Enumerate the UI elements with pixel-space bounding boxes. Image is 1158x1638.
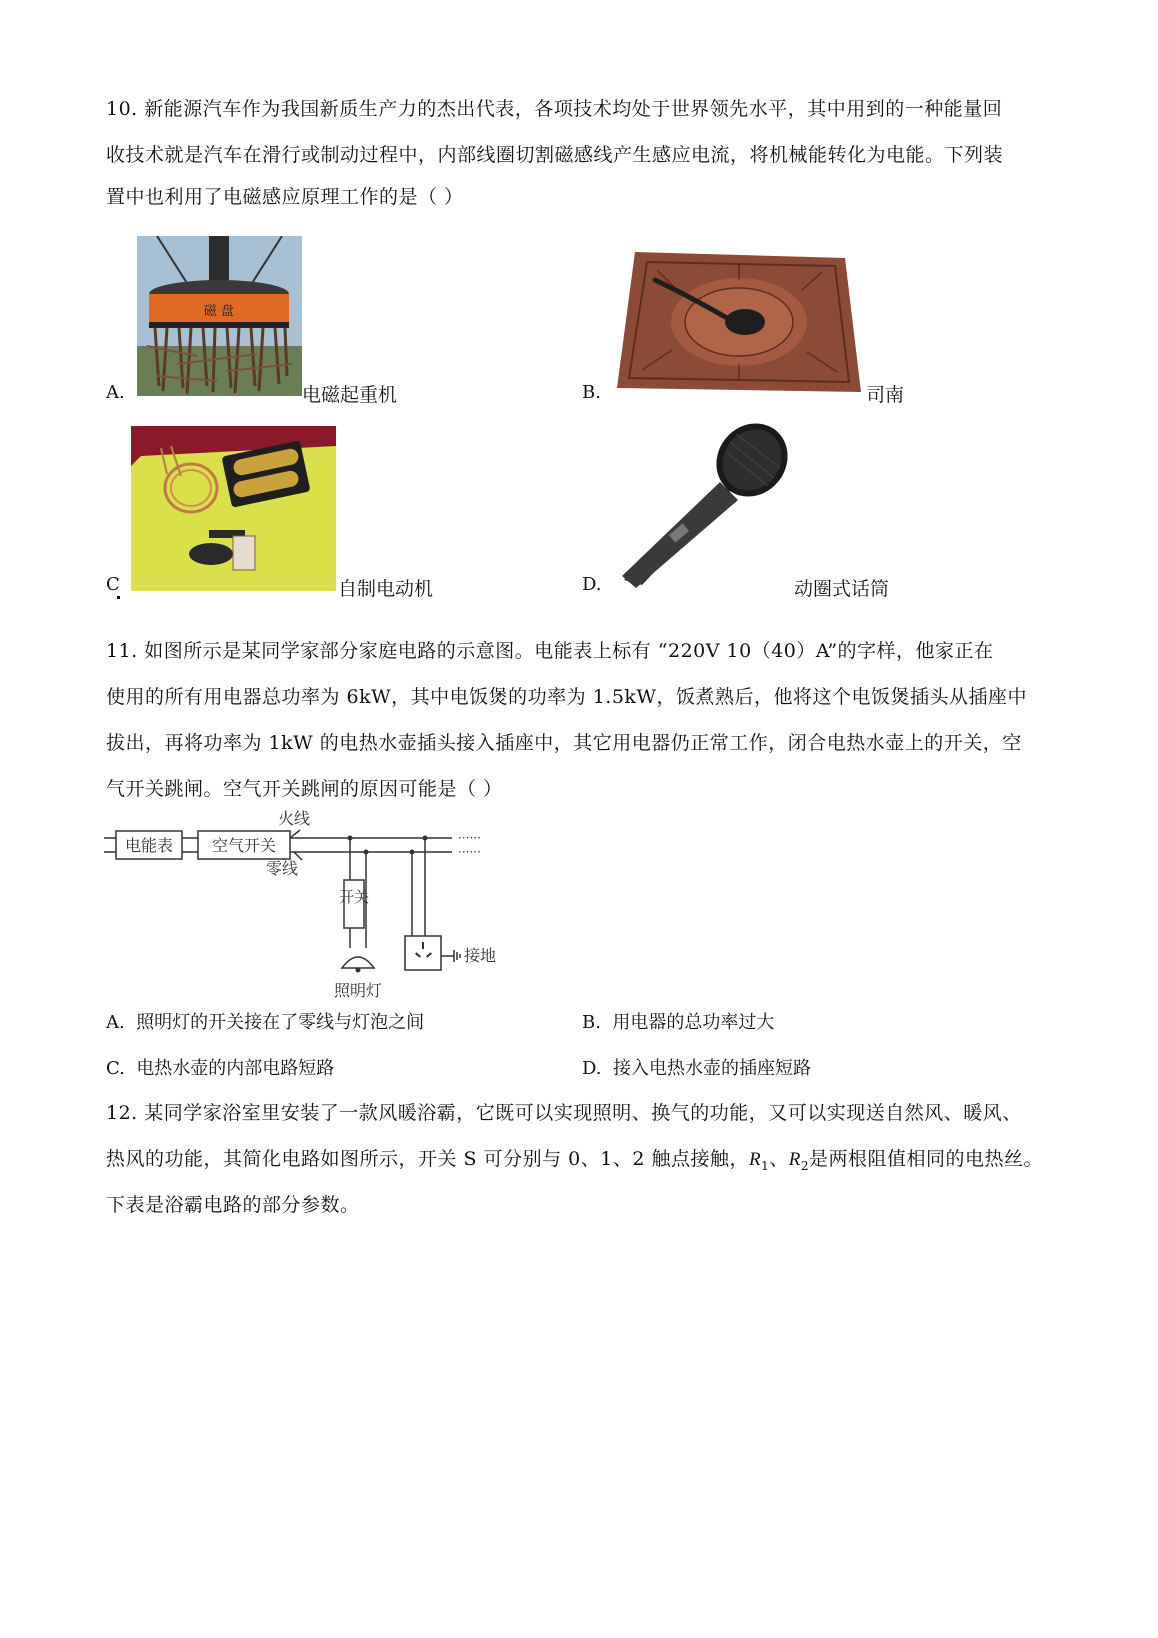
q10-option-c-letter: C <box>106 574 120 595</box>
junction-dot <box>410 850 415 855</box>
neutral-continuation-dots: ······ <box>458 845 481 859</box>
q12-line-2-start: 热风的功能，其简化电路如图所示，开关 S 可分别与 0、1、2 触点接触， <box>106 1148 749 1170</box>
electromagnetic-crane-photo <box>137 236 302 396</box>
resistor-subscript-1: 1 <box>761 1158 770 1173</box>
q12-line-2-end: 是两根阻值相同的电热丝。 <box>808 1148 1043 1170</box>
q11-option-b-text: 用电器的总功率过大 <box>612 1012 775 1033</box>
sinan-compass-photo <box>617 250 862 395</box>
q11-option-c-text: 电热水壶的内部电路短路 <box>136 1058 335 1079</box>
q10-option-c-caption: 自制电动机 <box>338 578 434 600</box>
q10-line-2: 收技术就是汽车在滑行或制动过程中，内部线圈切割磁感线产生感应电流，将机械能转化为电能。下列装 <box>106 144 1004 166</box>
q10-option-b-letter: B. <box>582 382 601 403</box>
ground-label: 接地 <box>464 946 497 965</box>
q11-line-1: 11. 如图所示是某同学家部分家庭电路的示意图。电能表上标有 “220V 10（40）A”的字样，他家正在 <box>106 640 994 662</box>
q12-line-3: 下表是浴霸电路的部分参数。 <box>106 1194 360 1216</box>
q12-line-2 <box>106 1144 1043 1173</box>
q11-option-b <box>582 1008 774 1034</box>
q11-option-d-text: 接入电热水壶的插座短路 <box>612 1058 811 1079</box>
resistor-symbol-r2: R <box>788 1149 801 1170</box>
q10-option-d-letter: D. <box>582 574 602 595</box>
neutral-wire-label: 零线 <box>266 859 299 878</box>
q10-option-a-letter: A. <box>106 382 125 403</box>
junction-dot <box>348 836 353 841</box>
junction-dot <box>364 850 369 855</box>
lamp-label: 照明灯 <box>333 981 383 998</box>
breaker-label: 空气开关 <box>211 836 277 855</box>
resistor-symbol-r1: R <box>748 1149 762 1170</box>
meter-label: 电能表 <box>124 836 174 855</box>
q11-option-c-letter: C. <box>106 1058 125 1079</box>
q12-separator: 、 <box>769 1148 789 1170</box>
q11-option-a-text: 照明灯的开关接在了零线与灯泡之间 <box>136 1012 425 1033</box>
household-circuit-diagram <box>104 806 504 998</box>
q10-option-a-caption: 电磁起重机 <box>302 384 398 406</box>
q11-option-d-letter: D. <box>582 1058 602 1079</box>
q11-option-b-letter: B. <box>582 1012 601 1033</box>
stray-dot <box>117 596 120 599</box>
switch-label: 开关 <box>338 888 370 906</box>
live-wire-label: 火线 <box>278 809 311 828</box>
q11-option-a <box>106 1008 424 1034</box>
q11-option-d <box>582 1054 811 1080</box>
q11-line-2: 使用的所有用电器总功率为 6kW，其中电饭煲的功率为 1.5kW，饭煮熟后，他将这个电饭煲插头从插座中 <box>106 686 1027 708</box>
q11-option-c <box>106 1054 334 1080</box>
q10-option-d-caption: 动圈式话筒 <box>794 578 890 600</box>
q11-line-3: 拔出，再将功率为 1kW 的电热水壶插头接入插座中，其它用电器仍正常工作，闭合电热水壶上的开关，空 <box>106 732 1022 754</box>
dynamic-microphone-photo <box>612 420 792 595</box>
crane-label-text: 磁 盘 <box>203 304 235 319</box>
q11-line-4: 气开关跳闸。空气开关跳闸的原因可能是（ ） <box>106 778 503 800</box>
live-continuation-dots: ······ <box>458 831 481 845</box>
socket-icon <box>415 942 432 958</box>
lamp-icon <box>342 957 374 968</box>
q10-line-1: 10. 新能源汽车作为我国新质生产力的杰出代表，各项技术均处于世界领先水平，其中用到的一种能量回 <box>106 98 1003 120</box>
junction-dot <box>423 836 428 841</box>
q10-line-3: 置中也利用了电磁感应原理工作的是（ ） <box>106 186 464 208</box>
q10-option-b-caption: 司南 <box>866 384 905 406</box>
homemade-motor-photo <box>131 426 336 591</box>
q12-line-1: 12. 某同学家浴室里安装了一款风暖浴霸，它既可以实现照明、换气的功能，又可以实现送自然风、暖风、 <box>106 1102 1022 1124</box>
q11-option-a-letter: A. <box>106 1012 125 1033</box>
resistor-subscript-2: 2 <box>800 1158 809 1173</box>
